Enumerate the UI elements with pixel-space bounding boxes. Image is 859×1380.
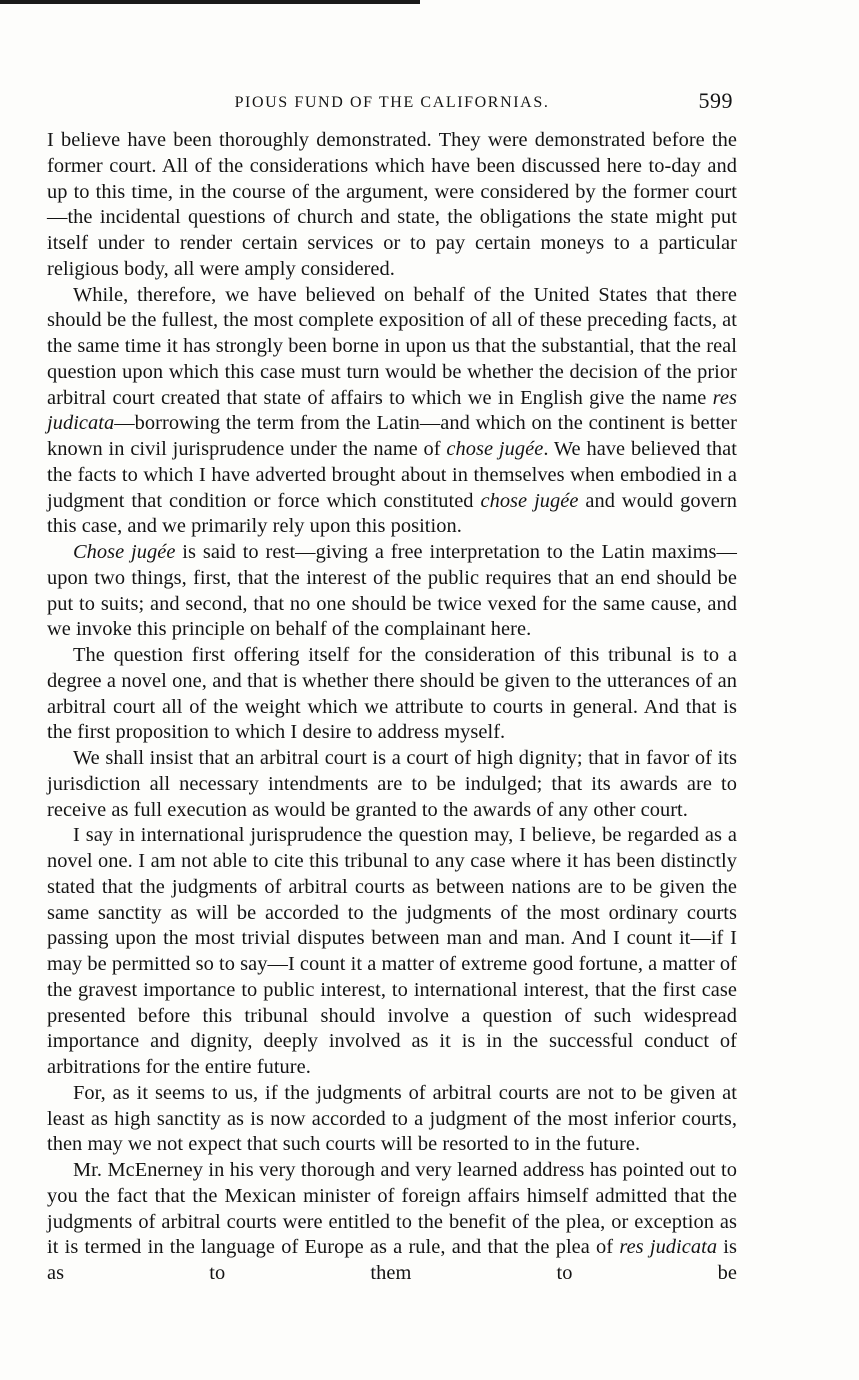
top-edge-rule xyxy=(0,0,420,4)
latin-term-chose-jugee: chose jugée xyxy=(446,438,544,460)
paragraph-text: We shall insist that an arbitral court is a court of high dignity; that in favor of its jurisdiction all necessary intendments are to be indulged; that its awards are to receive as full execution as would be granted to the awards of any other court. xyxy=(47,747,737,821)
latin-term-chose-jugee: Chose jugée xyxy=(73,541,176,563)
paragraph-text: is as to them to be xyxy=(47,1236,737,1284)
paragraph-international xyxy=(47,823,737,1081)
paragraph-chose-jugee xyxy=(47,540,737,643)
running-head xyxy=(47,88,737,128)
paragraph-dignity xyxy=(47,746,737,823)
paragraph-text: is said to rest—giving a free interpretation to the Latin maxims—upon two things, first, that the interest of the public requires that an end should be put to suits; and second, that no one should be twice vexed for the same cause, and we invoke this principle on behalf of the complainant here. xyxy=(47,541,737,641)
paragraph-text: I say in international jurisprudence the question may, I believe, be regarded as a novel one. I am not able to cite this tribunal to any case where it has been distinctly stated that the judgments of arbitral courts as between nations are to be given the same sanctity as will be accorded to the judgments of the most ordinary courts passing upon the most trivial disputes between man and man. And I count it—if I may be permitted so to say—I count it a matter of extreme good fortune, a matter of the gravest importance to public interest, to international interest, that the first case presented before this tribunal should involve a question of such widespread importance and dignity, deeply involved as it is in the successful conduct of arbitrations for the entire future. xyxy=(47,824,737,1078)
latin-term-res-judicata: res judicata xyxy=(619,1236,718,1259)
paragraph-mcenerney xyxy=(47,1158,737,1287)
running-title: PIOUS FUND OF THE CALIFORNIAS. xyxy=(234,94,550,111)
paragraph-text: . We have believed that the facts to which I have adverted brought about in themselves when embodied in a judgment that condition or force which constituted xyxy=(47,438,737,512)
latin-term-chose-jugee: chose jugée xyxy=(480,489,579,512)
paragraph-sanctity xyxy=(47,1081,737,1158)
paragraph-text: While, therefore, we have believed on behalf of the United States that there should be the fullest, the most complete exposition of all of these preceding facts, at the same time it has strongly been borne in upon us that the substantial, that the real question upon which this case must turn would be whether the decision of the prior arbitral court created that state of affairs to which we in English give the name xyxy=(47,283,737,409)
paragraph-text: —borrowing the term from the Latin—and which on the continent is better known in civil jurisprudence under the name of xyxy=(47,412,737,460)
paragraph-continuation xyxy=(47,128,737,283)
latin-term-res-judicata: res judicata xyxy=(47,386,737,435)
book-page xyxy=(47,88,737,1287)
paragraph-text: Mr. McEnerney in his very thorough and very learned address has pointed out to you the fact that the Mexican minister of foreign affairs himself admitted that the judgments of arbitral courts were entitled to the benefit of the plea, or exception as it is termed in the language of Europe as a rule, and that the plea of xyxy=(47,1159,737,1259)
paragraph-text: For, as it seems to us, if the judgments of arbitral courts are not to be given at least as high sanctity as is now accorded to a judgment of the most inferior courts, then may we not expect that such courts will be resorted to in the future. xyxy=(47,1081,737,1156)
paragraph-question xyxy=(47,643,737,746)
paragraph-text: and would govern this case, and we primarily rely upon this position. xyxy=(47,489,737,538)
paragraph-text: The question first offering itself for the consideration of this tribunal is to a degree a novel one, and that is whether there should be given to the utterances of an arbitral court all of the weight which we attribute to courts in general. And that is the first proposition to which I desire to address myself. xyxy=(47,644,737,744)
body-text xyxy=(47,128,737,1287)
paragraph-text: I believe have been thoroughly demonstrated. They were demonstrated before the former court. All of the considerations which have been discussed here to-day and up to this time, in the course of the argument, were considered by the former court—the incidental questions of church and state, the obligations the state might put itself under to render certain services or to pay certain moneys to a particular religious body, all were amply considered. xyxy=(47,129,737,280)
paragraph-res-judicata xyxy=(47,283,737,541)
page-number: 599 xyxy=(698,88,733,113)
